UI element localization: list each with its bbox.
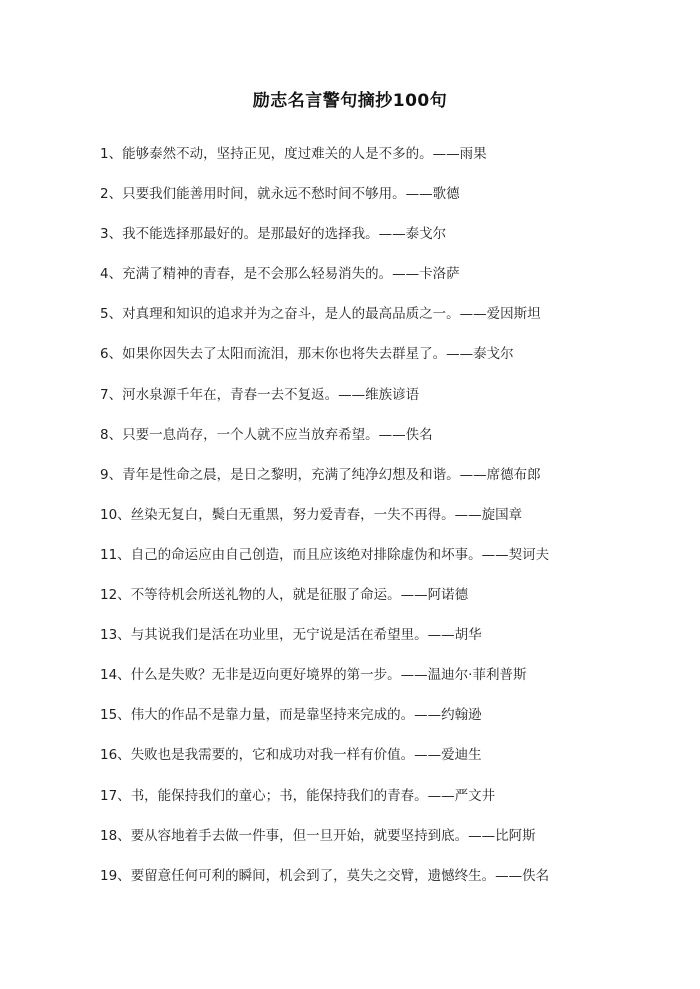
list-item: [100, 864, 660, 904]
quote-text: 丝染无复白，鬓白无重黑，努力爱青春，一失不再得。——旋国章: [130, 506, 523, 523]
quote-text: 只要一息尚存，一个人就不应当放弃希望。——佚名: [122, 426, 433, 443]
quote-text: 自己的命运应由自己创造，而且应该绝对排除虚伪和坏事。——契诃夫: [130, 546, 550, 563]
item-number: 3、: [100, 226, 123, 243]
item-number: 18、: [100, 827, 131, 844]
list-item: [100, 743, 660, 783]
list-item: [100, 703, 660, 743]
item-number: 10、: [100, 506, 131, 523]
item-number: 17、: [100, 787, 131, 804]
item-number: 2、: [100, 186, 123, 203]
list-item: [100, 302, 660, 342]
list-item: [100, 262, 660, 302]
item-number: 4、: [100, 266, 123, 283]
quote-text: 失败也是我需要的，它和成功对我一样有价值。——爱迪生: [130, 747, 482, 764]
quote-text: 我不能选择那最好的。是那最好的选择我。——泰戈尔: [122, 226, 447, 243]
quote-text: 只要我们能善用时间，就永远不愁时间不够用。——歌德: [122, 186, 460, 203]
item-number: 5、: [100, 306, 123, 323]
item-number: 1、: [100, 146, 123, 162]
quote-text: 伟大的作品不是靠力量，而是靠坚持来完成的。——约翰逊: [130, 707, 482, 724]
item-number: 14、: [100, 667, 131, 684]
item-number: 6、: [100, 346, 123, 363]
item-number: 11、: [100, 546, 131, 563]
list-item: [100, 182, 660, 222]
list-item: [100, 503, 660, 543]
list-item: [100, 423, 660, 463]
list-item: [100, 583, 660, 623]
page-title: 励志名言警句摘抄100句: [252, 91, 448, 111]
item-number: 9、: [100, 466, 123, 483]
quote-text: 什么是失败？无非是迈向更好境界的第一步。——温迪尔·菲利普斯: [130, 667, 527, 684]
list-item: [100, 824, 660, 864]
quote-text: 要留意任何可利的瞬间，机会到了，莫失之交臂，遗憾终生。——佚名: [130, 867, 550, 884]
list-item: [100, 663, 660, 703]
quote-text: 与其说我们是活在功业里，无宁说是活在希望里。——胡华: [130, 627, 482, 644]
list-item: [100, 784, 660, 824]
item-number: 12、: [100, 587, 131, 604]
list-item: [100, 142, 660, 182]
quote-text: 能够泰然不动，坚持正见，度过难关的人是不多的。——雨果: [122, 146, 487, 162]
quote-text: 如果你因失去了太阳而流泪，那末你也将失去群星了。——泰戈尔: [122, 346, 514, 363]
list-item: [100, 342, 660, 382]
quote-list: [100, 142, 660, 904]
item-number: 19、: [100, 867, 131, 884]
quote-text: 充满了精神的青春，是不会那么轻易消失的。——卡洛萨: [122, 266, 460, 283]
item-number: 7、: [100, 386, 123, 403]
quote-text: 不等待机会所送礼物的人，就是征服了命运。——阿诺德: [130, 587, 469, 604]
item-number: 15、: [100, 707, 131, 724]
list-item: [100, 383, 660, 423]
item-number: 8、: [100, 426, 123, 443]
quote-text: 要从容地着手去做一件事，但一旦开始，就要坚持到底。——比阿斯: [130, 827, 536, 844]
list-item: [100, 463, 660, 503]
quote-text: 青年是性命之晨，是日之黎明，充满了纯净幻想及和谐。——席德布郎: [122, 466, 541, 483]
quote-text: 书，能保持我们的童心；书，能保持我们的青春。——严文井: [130, 787, 496, 804]
list-item: [100, 543, 660, 583]
item-number: 16、: [100, 747, 131, 764]
list-item: [100, 623, 660, 663]
item-number: 13、: [100, 627, 131, 644]
quote-text: 河水泉源千年在，青春一去不复返。——维族谚语: [122, 386, 420, 403]
quote-text: 对真理和知识的追求并为之奋斗，是人的最高品质之一。——爱因斯坦: [122, 306, 541, 323]
list-item: [100, 222, 660, 262]
